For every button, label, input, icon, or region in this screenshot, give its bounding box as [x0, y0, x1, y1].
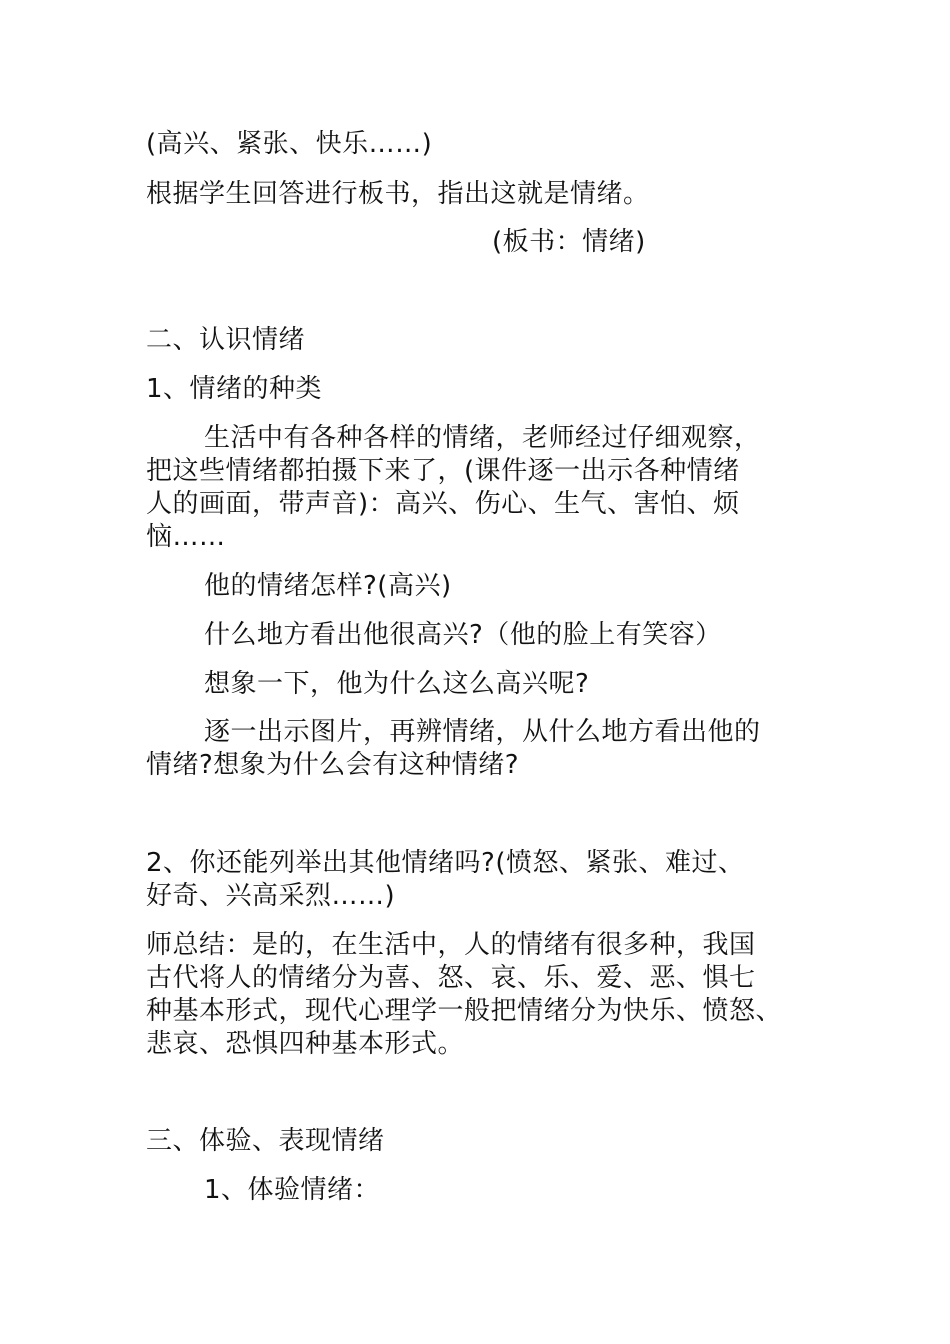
text-line: 人的画面，带声音)：高兴、伤心、生气、害怕、烦 — [146, 489, 740, 519]
text-line: 恼…… — [146, 522, 226, 552]
text-line: 把这些情绪都拍摄下来了，(课件逐一出示各种情绪 — [146, 456, 740, 486]
text-line: 好奇、兴高采烈……) — [146, 881, 396, 911]
subsection-heading: 1、情绪的种类 — [146, 374, 323, 404]
text-line: 他的情绪怎样?(高兴) — [204, 571, 452, 601]
text-line: (板书：情绪) — [492, 227, 646, 257]
section-heading: 三、体验、表现情绪 — [146, 1126, 385, 1156]
text-line: 想象一下，他为什么这么高兴呢? — [204, 669, 590, 699]
text-line: 根据学生回答进行板书，指出这就是情绪。 — [146, 179, 650, 209]
text-line: 悲哀、恐惧四种基本形式。 — [146, 1029, 465, 1059]
text-line: 逐一出示图片，再辨情绪，从什么地方看出他的 — [204, 717, 761, 747]
section-heading: 二、认识情绪 — [146, 325, 306, 355]
subsection-heading: 1、体验情绪： — [204, 1175, 381, 1205]
text-line: 师总结：是的，在生活中，人的情绪有很多种，我国 — [146, 930, 756, 960]
text-line: 种基本形式，现代心理学一般把情绪分为快乐、愤怒、 — [146, 996, 783, 1026]
text-line: 古代将人的情绪分为喜、怒、哀、乐、爱、恶、惧七 — [146, 963, 756, 993]
text-line: 什么地方看出他很高兴?（他的脸上有笑容） — [204, 620, 722, 650]
text-line: 2、你还能列举出其他情绪吗?(愤怒、紧张、难过、 — [146, 848, 745, 878]
text-line: (高兴、紧张、快乐……) — [146, 129, 433, 159]
text-line: 情绪?想象为什么会有这种情绪? — [146, 750, 520, 780]
text-line: 生活中有各种各样的情绪，老师经过仔细观察， — [204, 423, 761, 453]
